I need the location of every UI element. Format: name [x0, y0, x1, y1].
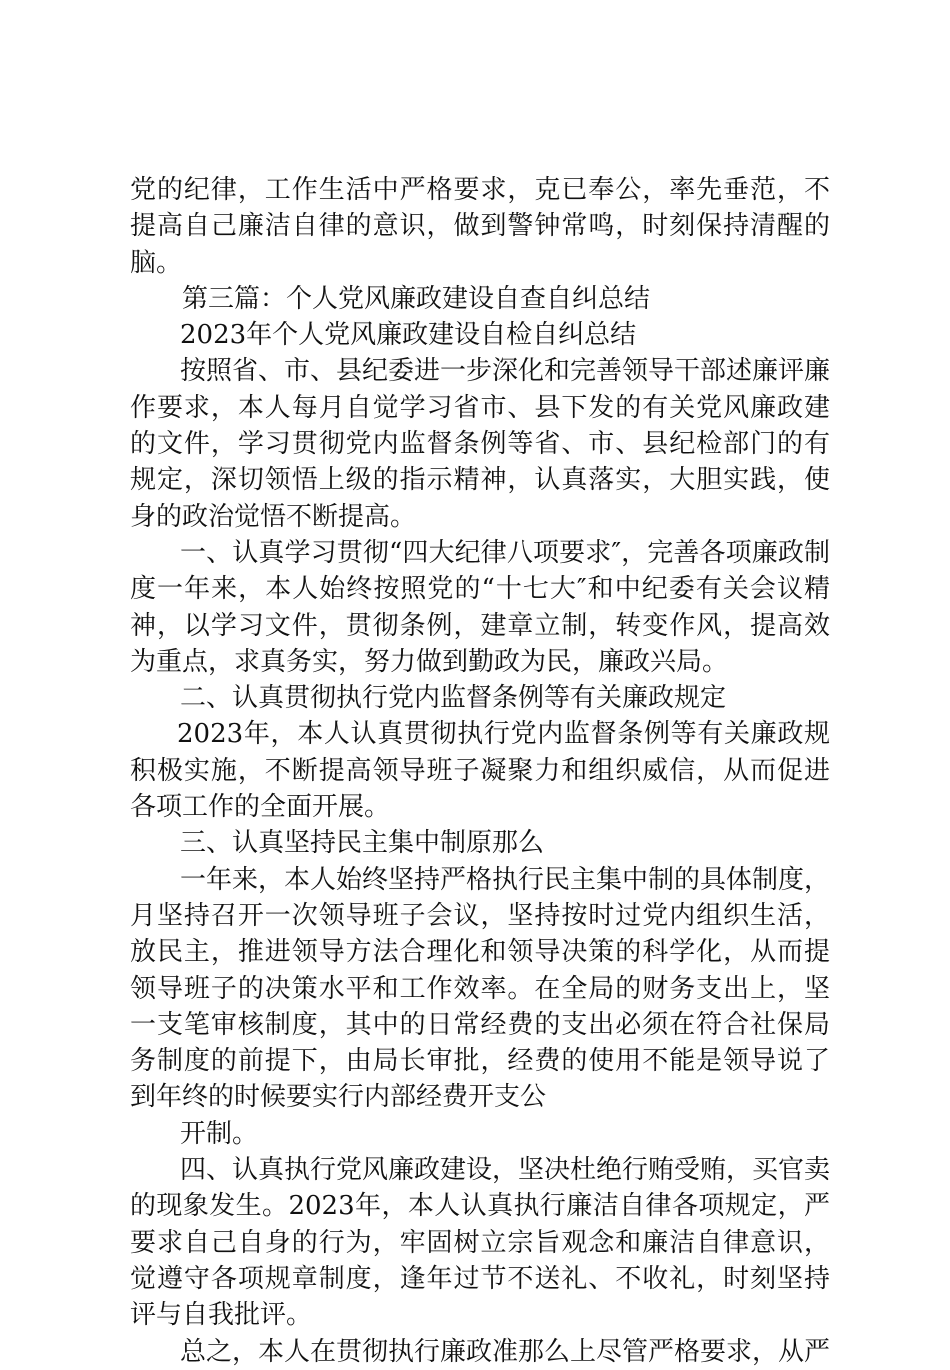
text-line: 脑。 — [130, 247, 183, 278]
text-line: 作要求，本人每月自觉学习省市、县下发的有关党风廉政建 — [130, 392, 830, 423]
text-line: 评与自我批评。 — [130, 1300, 313, 1331]
document-body — [130, 172, 830, 1370]
text-line: 规定，深切领悟上级的指示精神，认真落实，大胆实践，使 — [130, 465, 830, 496]
text-line: 要求自己自身的行为，牢固树立宗旨观念和廉洁自律意识， — [130, 1227, 830, 1258]
text-line: 为重点，求真务实，努力做到勤政为民，廉政兴局。 — [130, 646, 729, 677]
text-line: 神，以学习文件，贯彻条例，建章立制，转变作风，提高效 — [130, 610, 830, 641]
text-line: 的现象发生。2023年，本人认真执行廉洁自律各项规定，严 — [130, 1191, 830, 1222]
text-line: 提高自己廉洁自律的意识，做到警钟常鸣，时刻保持清醒的 — [130, 211, 830, 242]
text-line: 领导班子的决策水平和工作效率。在全局的财务支出上，坚 — [130, 973, 830, 1004]
text-line: 党的纪律，工作生活中严格要求，克已奉公，率先垂范，不 — [130, 175, 830, 205]
text-line: 度一年来，本人始终按照党的“十七大″和中纪委有关会议精 — [130, 574, 830, 605]
text-line: 一支笔审核制度，其中的日常经费的支出必须在符合社保局 — [130, 1009, 830, 1040]
text-line: 开制。 — [180, 1118, 259, 1149]
text-line: 觉遵守各项规章制度，逢年过节不送礼、不收礼，时刻坚持 — [130, 1263, 830, 1294]
section-heading: 第三篇：个人党风廉政建设自查自纠总结 — [182, 283, 651, 314]
document-title: 2023年个人党风廉政建设自检自纠总结 — [180, 320, 637, 351]
text-line: 务制度的前提下，由局长审批，经费的使用不能是领导说了 — [130, 1046, 830, 1077]
text-line: 积极实施，不断提高领导班子凝聚力和组织威信，从而促进 — [130, 755, 830, 786]
text-line: 一、认真学习贯彻“四大纪律八项要求″，完善各项廉政制 — [180, 537, 830, 568]
text-line: 身的政治觉悟不断提高。 — [130, 501, 417, 532]
text-line: 四、认真执行党风廉政建设，坚决杜绝行贿受贿，买官卖 — [180, 1155, 830, 1186]
text-line: 2023年，本人认真贯彻执行党内监督条例等有关廉政规 — [177, 719, 830, 750]
text-line: 到年终的时候要实行内部经费开支公 — [130, 1082, 547, 1113]
text-line: 一年来，本人始终坚持严格执行民主集中制的具体制度， — [180, 864, 830, 895]
section-heading: 二、认真贯彻执行党内监督条例等有关廉政规定 — [180, 683, 727, 714]
text-line: 放民主，推进领导方法合理化和领导决策的科学化，从而提 — [130, 937, 830, 968]
text-line: 月坚持召开一次领导班子会议，坚持按时过党内组织生活， — [130, 900, 830, 931]
text-line: 按照省、市、县纪委进一步深化和完善领导干部述廉评廉 — [180, 356, 830, 387]
text-line: 的文件，学习贯彻党内监督条例等省、市、县纪检部门的有 — [130, 429, 830, 460]
section-heading: 三、认真坚持民主集中制原那么 — [180, 828, 545, 859]
text-line: 各项工作的全面开展。 — [130, 792, 391, 823]
text-line: 总之，本人在贯彻执行廉政准那么上尽管严格要求，从严 — [180, 1336, 830, 1367]
